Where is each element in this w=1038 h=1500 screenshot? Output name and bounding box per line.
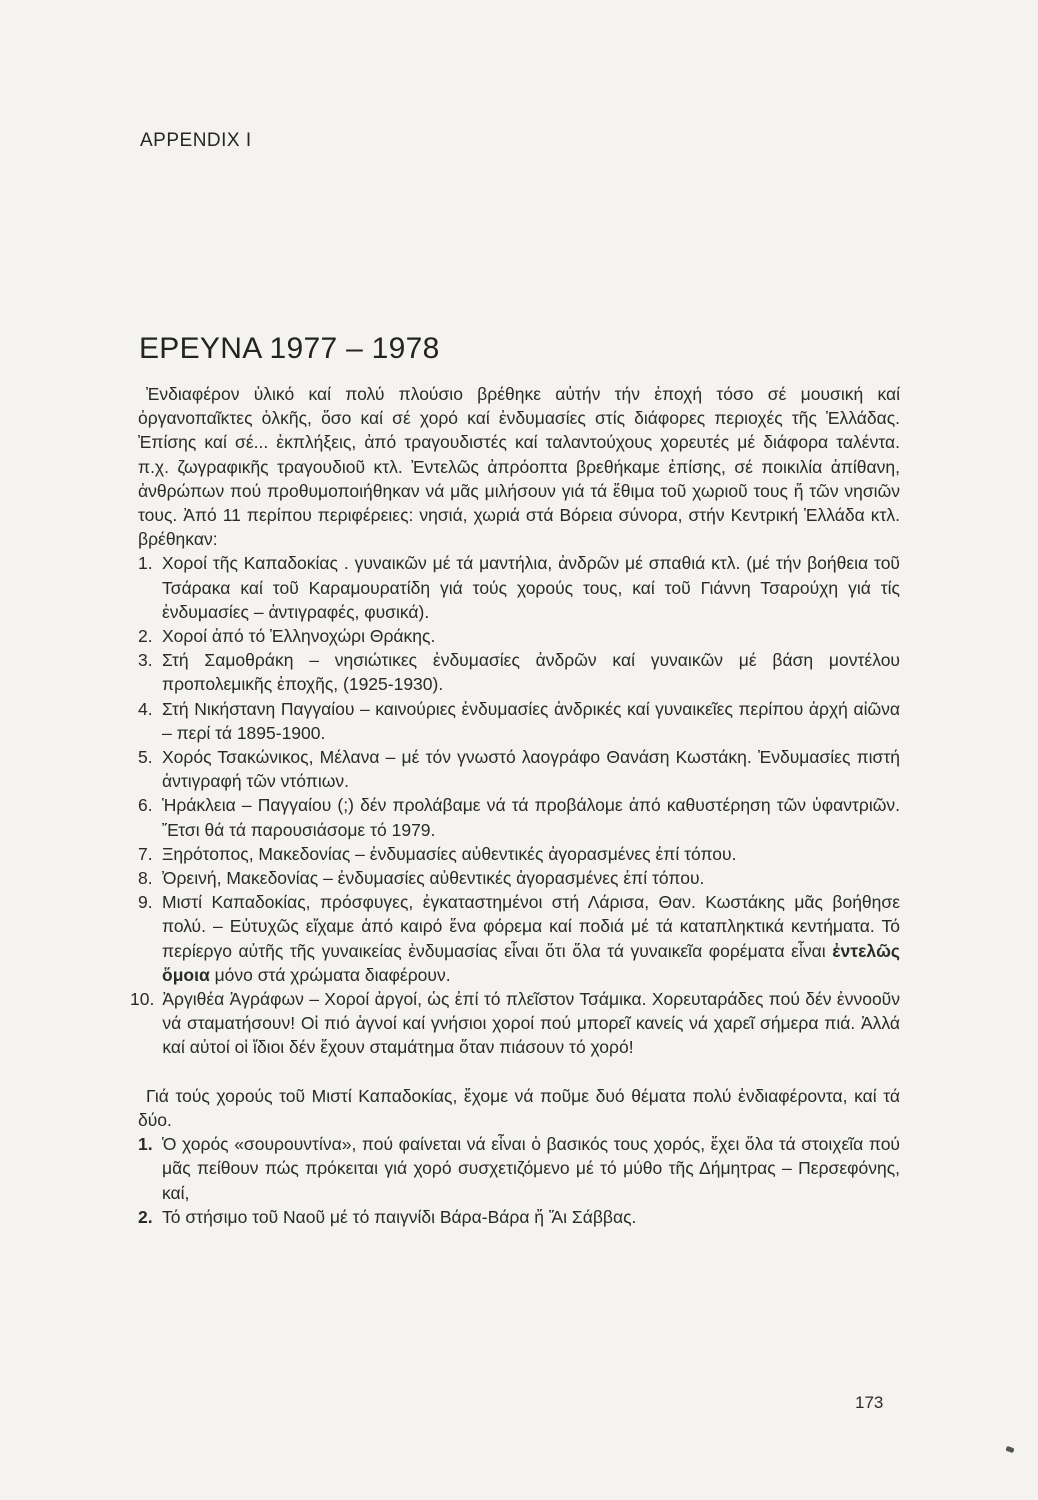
list-number: 2. xyxy=(138,1206,153,1227)
body-text xyxy=(130,382,900,1229)
ink-smudge xyxy=(1005,1446,1014,1453)
list-item xyxy=(138,793,900,841)
list-item xyxy=(138,624,900,648)
list-number: 4. xyxy=(138,698,153,719)
page-number: 173 xyxy=(855,1393,884,1412)
intro-paragraph: Ἐνδιαφέρον ὑλικό καί πολύ πλούσιο βρέθηκε αὐτήν τήν ἐποχή τόσο σέ μουσική καί ὀργανοπαῖκτες ὁλκῆς, ὅσο καί σέ χορό καί ἐνδυμασίες στίς διάφορες περιοχές τῆς Ἑλλάδας. Ἐπίσης καί σέ... ἐκπλήξεις, ἀπό τραγουδιστές καί ταλαντούχους χορευτές μέ διάφορα ταλέντα. π.χ. ζωγραφικῆς τραγουδιοῦ κτλ. Ἐντελῶς ἀπρόοπτα βρεθήκαμε ἐπίσης, σέ ποικιλία ἀπίθανη, ἀνθρώπων πού προθυμοποιήθηκαν νά μᾶς μιλήσουν γιά τά ἔθιμα τοῦ χωριοῦ τους ἤ τῶν νησιῶν τους. Ἀπό 11 περίπου περιφέρειες: νησιά, χωριά στά Βόρεια σύνορα, στήν Κεντρική Ἑλλάδα κτλ. βρέθηκαν: xyxy=(138,384,900,550)
section-title: ΕΡΕΥΝΑ 1977 – 1978 xyxy=(139,332,440,365)
list-number: 1. xyxy=(138,1134,153,1155)
list-text: Χορός Τσακώνικος, Μέλανα – μέ τόν γνωστό λαογράφο Θανάση Κωστάκη. Ἐνδυμασίες πιστή ἀντιγραφή τῶν ντόπιων. xyxy=(162,747,900,792)
list-text: Χοροί τῆς Καπαδοκίας . γυναικῶν μέ τά μαντήλια, ἀνδρῶν μέ σπαθιά κτλ. (μέ τήν βοήθεια τοῦ Τσάρακα καί τοῦ Καραμουρατίδη γιά τούς χορούς τους, καί τοῦ Γιάννη Τσαρούχη γιά τίς ἐνδυμασίες – ἀντιγραφές, φυσικά). xyxy=(162,553,900,622)
list-text: Τό στήσιμο τοῦ Ναοῦ μέ τό παιγνίδι Βάρα-Βάρα ἤ Ἅι Σάββας. xyxy=(162,1206,637,1227)
list-text: Στή Σαμοθράκη – νησιώτικες ἐνδυμασίες ἀνδρῶν καί γυναικῶν μέ βάση μοντέλου προπολεμικῆς ἐποχῆς, (1925-1930). xyxy=(162,650,900,695)
list-item xyxy=(138,697,900,745)
list-text: Χοροί ἀπό τό Ἑλληνοχώρι Θράκης. xyxy=(162,626,436,647)
list-number: 3. xyxy=(138,650,153,671)
findings-list xyxy=(130,551,900,1059)
list-number: 1. xyxy=(138,553,153,574)
list-item xyxy=(138,1132,900,1205)
appendix-label: APPENDIX I xyxy=(140,130,252,151)
emphasis-text: ἐντελῶς ὅμοια xyxy=(162,940,900,985)
list-item xyxy=(138,551,900,624)
list-number: 5. xyxy=(138,747,153,768)
list-text: Ὀρεινή, Μακεδονίας – ἐνδυμασίες αὐθεντικές ἀγορασμένες ἐπί τόπου. xyxy=(162,868,705,889)
list-item xyxy=(138,890,900,987)
list-number: 7. xyxy=(138,843,153,864)
list-item xyxy=(138,1205,900,1229)
list-number: 2. xyxy=(138,626,153,647)
list-item xyxy=(138,866,900,890)
list-number: 10. xyxy=(130,989,155,1010)
list-number: 9. xyxy=(138,892,153,913)
list-item xyxy=(138,745,900,793)
list-number: 6. xyxy=(138,795,153,816)
list-text: Ἀργιθέα Ἀγράφων – Χοροί ἀργοί, ὡς ἐπί τό πλεῖστον Τσάμικα. Χορευταράδες πού δέν ἐννοοῦν νά σταματήσουν! Οἱ πιό ἁγνοί καί γνήσιοι χοροί πού μπορεῖ κανείς νά χαρεῖ σήμερα πιά. Ἀλλά καί αὐτοί οἱ ἴδιοι δέν ἔχουν σταμάτημα ὅταν πιάσουν τό χορό! xyxy=(162,989,900,1058)
list-text xyxy=(162,890,900,987)
list-text: Ἡράκλεια – Παγγαίου (;) δέν προλάβαμε νά τά προβάλομε ἀπό καθυστέρηση τῶν ὑφαντριῶν. Ἔτσι θά τά παρουσιάσομε τό 1979. xyxy=(162,795,900,840)
list-text: Στή Νικήστανη Παγγαίου – καινούριες ἐνδυμασίες ἀνδρικές καί γυναικεῖες περίπου ἀρχή αἰῶνα – περί τά 1895-1900. xyxy=(162,698,900,743)
list-text-part: μόνο στά χρώματα διαφέρουν. xyxy=(209,964,451,985)
topics-list xyxy=(138,1132,900,1229)
list-item xyxy=(138,842,900,866)
list-number: 8. xyxy=(138,868,153,889)
second-paragraph: Γιά τούς χορούς τοῦ Μιστί Καπαδοκίας, ἔχομε νά ποῦμε δυό θέματα πολύ ἐνδιαφέροντα, καί τά δύο. xyxy=(138,1085,900,1130)
list-text: Ξηρότοπος, Μακεδονίας – ἐνδυμασίες αὐθεντικές ἀγορασμένες ἐπί τόπου. xyxy=(162,843,737,864)
list-text-part: Μιστί Καπαδοκίας, πρόσφυγες, ἐγκαταστημένοι στή Λάρισα, Θαν. Κωστάκης μᾶς βοήθησε πολύ. – Εὐτυχῶς εἴχαμε ἀπό καιρό ἕνα φόρεμα καί ποδιά μέ τά καταπληκτικά κεντήματα. Τό περίεργο αὐτῆς τῆς γυναικείας ἐνδυμασίας εἶναι ὅτι ὅλα τά γυναικεῖα φορέματα εἶναι xyxy=(162,892,900,961)
list-text: Ὁ χορός «σουρουντίνα», πού φαίνεται νά εἶναι ὁ βασικός τους χορός, ἔχει ὅλα τά στοιχεῖα πού μᾶς πείθουν πώς πρόκειται γιά χορό συσχετιζόμενο μέ τό μύθο τῆς Δήμητρας – Περσεφόνης, καί, xyxy=(162,1134,900,1203)
list-item xyxy=(130,987,900,1060)
list-item xyxy=(138,648,900,696)
